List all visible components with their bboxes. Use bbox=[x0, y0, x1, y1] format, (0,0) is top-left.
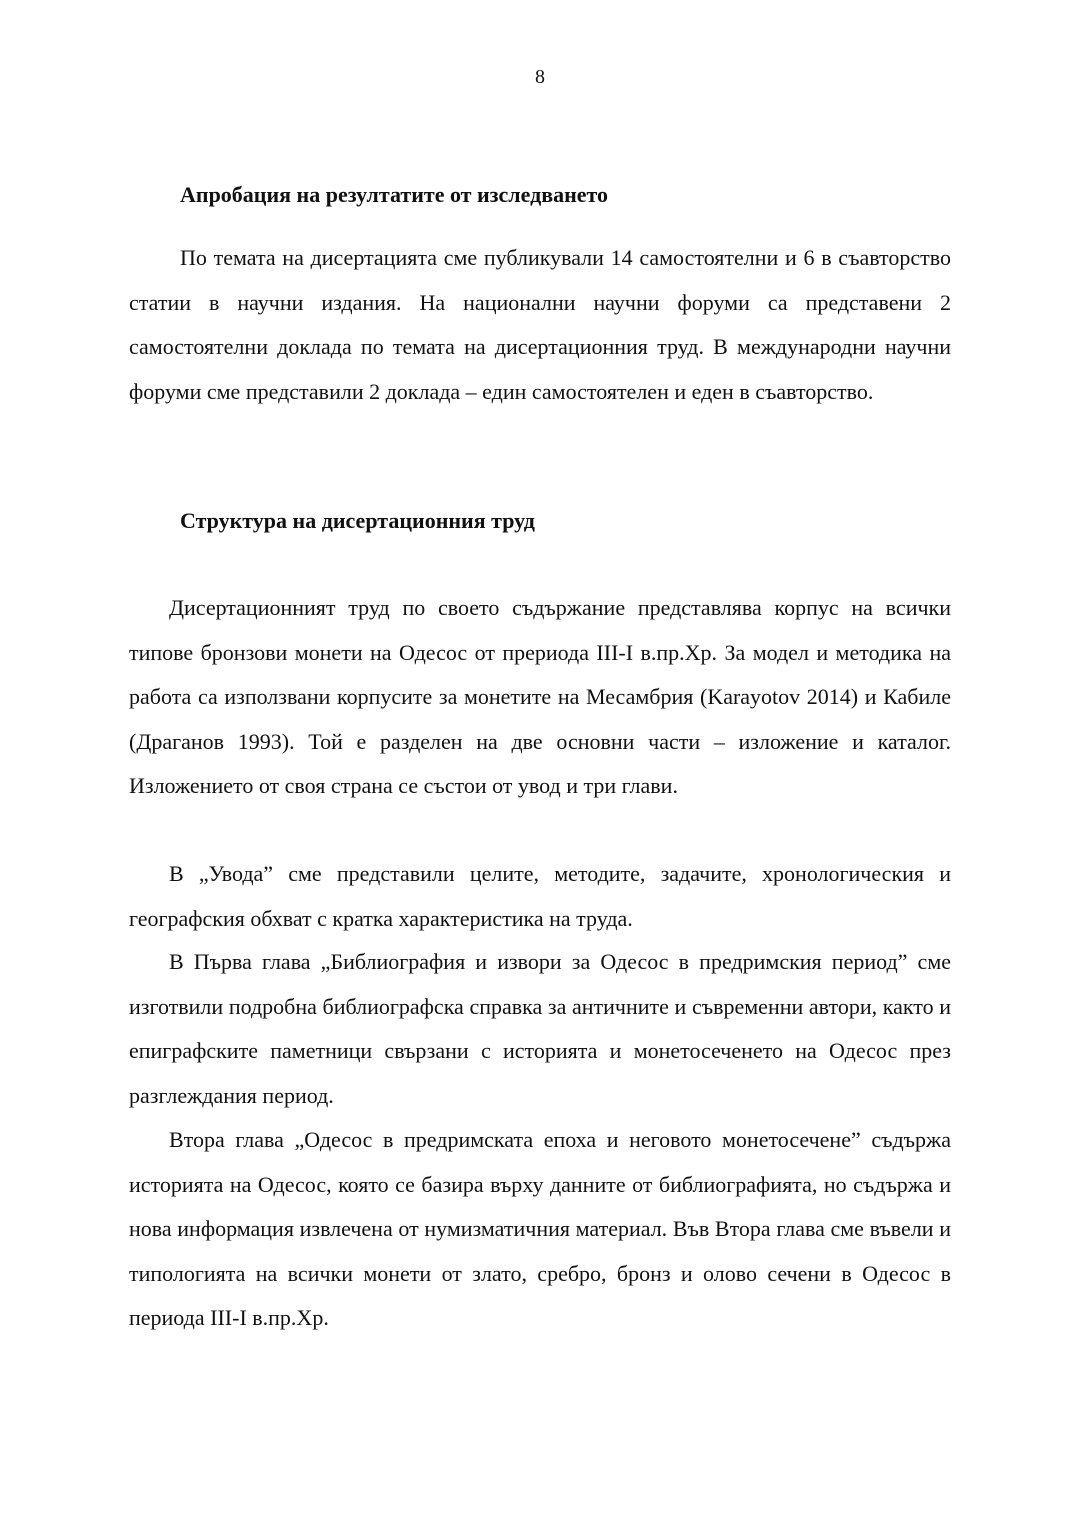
structure-paragraph-intro: Дисертационният труд по своето съдържание представлява корпус на всички типове бронзови монети на Одесос от прериода III-I в.пр.Хр. За модел и методика на работа са използвани корпусите за монетите на Месамбрия (Karayotov 2014) и Кабиле (Драганов 1993). Той е разделен на две основни части – изложение и каталог. Изложението от своя страна се състои от увод и три глави. bbox=[129, 595, 951, 799]
section-heading-approbation: Апробация на резултатите от изследването bbox=[180, 182, 609, 207]
page-number: 8 bbox=[535, 66, 545, 88]
structure-paragraph-chapter-one: В Първа глава „Библиография и извори за Одесос в предримския период” сме изготвили подробна библиографска справка за античните и съвременни автори, както и епиграфските паметници свързани с историята и монетосеченето на Одесос през разглеждания период. bbox=[129, 949, 951, 1108]
structure-paragraph-introduction: В „Увода” сме представили целите, методите, задачите, хронологическия и географския обхват с кратка характеристика на труда. bbox=[129, 861, 951, 931]
section-heading-structure: Структура на дисертационния труд bbox=[180, 508, 535, 533]
structure-paragraph-chapter-two: Втора глава „Одесос в предримската епоха и неговото монетосечене” съдържа историята на Одесос, която се базира върху данните от библиографията, но съдържа и нова информация извлечена от нумизматичния материал. Във Втора глава сме въвели и типологията на всички монети от злато, сребро, бронз и олово сечени в Одесос в периода III-I в.пр.Хр. bbox=[129, 1127, 951, 1331]
approbation-paragraph: По темата на дисертацията сме публикували 14 самостоятелни и 6 в съавторство статии в научни издания. На национални научни форуми са представени 2 самостоятелни доклада по темата на дисертационния труд. В международни научни форуми сме представили 2 доклада – един самостоятелен и еден в съавторство. bbox=[129, 245, 951, 404]
